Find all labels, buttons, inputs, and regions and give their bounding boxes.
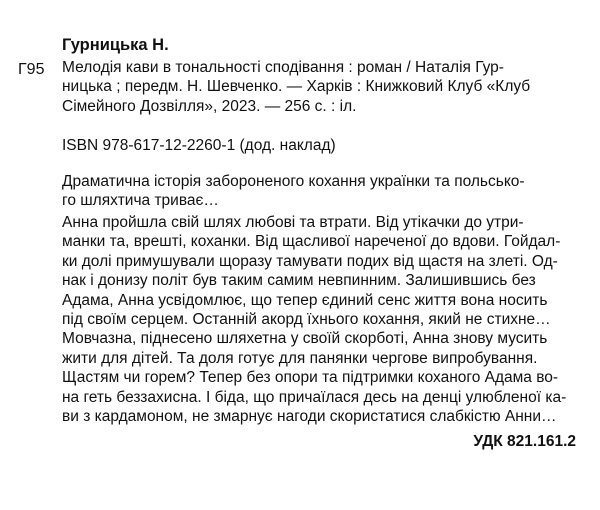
- annotation: [62, 172, 582, 211]
- description-line: манки та, врешті, коханки. Від щасливої нареченої до вдови. Гойдал-: [62, 233, 561, 251]
- description: [62, 213, 582, 426]
- biblio-line: Сімейного Дозвілля», 2023. — 256 с. : іл.: [62, 97, 357, 115]
- isbn: ISBN 978-617-12-2260-1 (дод. наклад): [62, 137, 336, 154]
- description-line: жити для дітей. Та доля готує для панянки чергове випробування.: [62, 349, 538, 367]
- description-line: нак і донизу політ був таким самим невпинним. Залишившись без: [62, 272, 536, 290]
- description-line: на геть беззахисна. І біда, що причаїлася десь на денці улюбленої ка-: [62, 388, 567, 406]
- biblio-line: Мелодія кави в тональності сподівання : роман / Наталія Гур-: [62, 59, 504, 76]
- description-line: Мовчазна, піднесено шляхетна у своїй скорботі, Анна знову мусить: [62, 330, 548, 348]
- annotation-line: Драматична історія забороненого кохання українки та польсько-: [62, 173, 525, 190]
- description-line: Анна пройшла свій шлях любові та втрати. Від утікачки до утри-: [62, 214, 524, 231]
- description-line: ви з кардамоном, не змарнує нагоди скористатися слабкістю Анни…: [62, 408, 557, 426]
- udk-code: УДК 821.161.2: [473, 433, 576, 450]
- author-code: Г95: [18, 61, 45, 78]
- bibliographic-description: [62, 58, 582, 116]
- annotation-line: го шляхтича триває…: [62, 192, 219, 210]
- biblio-line: ницька ; передм. Н. Шевченко. — Харків : Книжковий Клуб «Клуб: [62, 78, 531, 96]
- description-line: ки долі примушували щоразу тамувати подих від щастя на злеті. Од-: [62, 252, 558, 270]
- description-line: Щастям чи горем? Тепер без опори та підтримки коханого Адама во-: [62, 369, 559, 387]
- description-line: під своїм серцем. Останній акорд їхнього кохання, який не стихне…: [62, 311, 551, 329]
- author-heading: Гурницька Н.: [62, 36, 169, 54]
- description-line: Адама, Анна усвідомлює, що тепер єдиний сенс життя вона носить: [62, 291, 548, 309]
